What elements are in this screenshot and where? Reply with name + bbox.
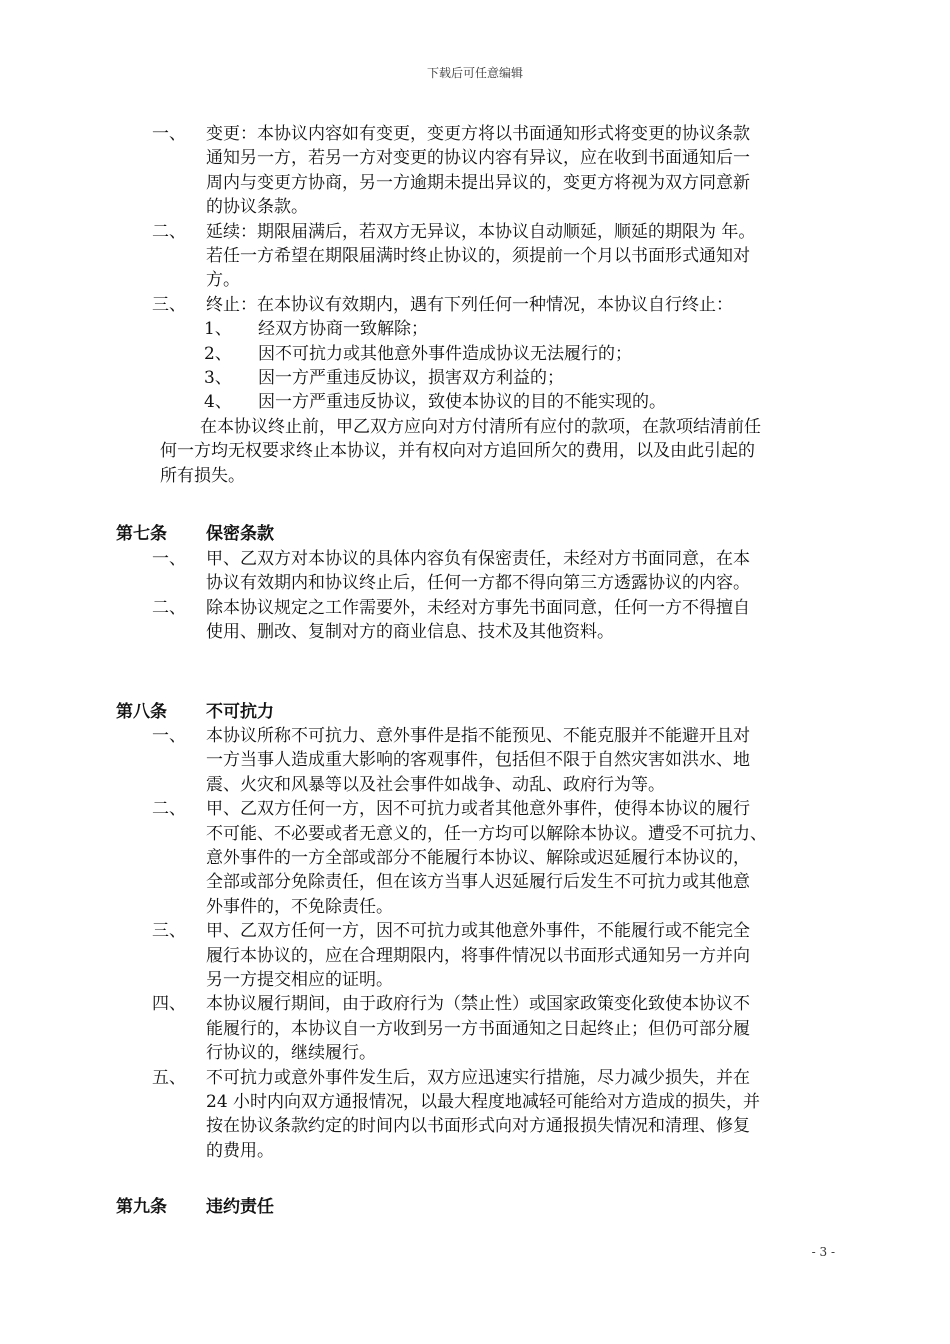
section-label: 第八条 <box>116 702 167 722</box>
section-label: 第七条 <box>116 524 167 544</box>
s6-subitem-text: 因一方严重违反协议，损害双方利益的； <box>258 368 564 388</box>
s6-item-text: 方。 <box>206 270 240 291</box>
s6-subitem-number: 4、 <box>204 392 232 413</box>
s8-item-number: 五、 <box>152 1067 186 1088</box>
s6-subitem-number: 3、 <box>204 368 232 388</box>
section-label: 第九条 <box>116 1197 167 1217</box>
section-title: 不可抗力 <box>206 702 274 722</box>
s8-item-number: 一、 <box>152 726 186 746</box>
s7-item-text: 使用、删改、复制对方的商业信息、技术及其他资料。 <box>206 622 614 643</box>
s8-item-text: 甲、乙双方任何一方，因不可抗力或其他意外事件，不能履行或不能完全 <box>206 921 750 942</box>
s6-closing-paragraph: 何一方均无权要求终止本协议，并有权向对方追回所欠的费用，以及由此引起的 <box>160 441 755 462</box>
section-7-heading <box>116 522 274 546</box>
s6-item-text: 延续：期限届满后，若双方无异议，本协议自动顺延，顺延的期限为 年。 <box>206 221 756 242</box>
s6-subitem-text: 因一方严重违反协议，致使本协议的目的不能实现的。 <box>258 392 666 413</box>
s8-item-text: 甲、乙双方任何一方，因不可抗力或者其他意外事件，使得本协议的履行 <box>206 799 750 820</box>
s8-item-text: 本协议所称不可抗力、意外事件是指不能预见、不能克服并不能避开且对 <box>206 726 750 746</box>
s8-item-text: 能履行的，本协议自一方收到另一方书面通知之日起终止；但仍可部分履 <box>206 1018 750 1039</box>
s8-item-text: 按在协议条款约定的时间内以书面形式向对方通报损失情况和清理、修复 <box>206 1116 750 1137</box>
s7-item-text: 除本协议规定之工作需要外，未经对方事先书面同意，任何一方不得擅自 <box>206 597 750 618</box>
section-title: 违约责任 <box>206 1197 274 1217</box>
s8-item-text: 本协议履行期间，由于政府行为（禁止性）或国家政策变化致使本协议不 <box>206 994 750 1015</box>
s8-item-text: 行协议的，继续履行。 <box>206 1043 376 1064</box>
s8-item-text: 震、火灾和风暴等以及社会事件如战争、动乱、政府行为等。 <box>206 774 665 795</box>
page-header: 下载后可任意编辑 <box>426 66 523 80</box>
section-9-heading <box>116 1195 274 1219</box>
s8-item-text: 24 小时内向双方通报情况，以最大程度地减轻可能给对方造成的损失，并 <box>206 1092 761 1112</box>
s6-item-text: 通知另一方，若另一方对变更的协议内容有异议，应在收到书面通知后一 <box>206 148 750 169</box>
s6-item-text: 若任一方希望在期限届满时终止协议的，须提前一个月以书面形式通知对 <box>206 246 750 266</box>
page-number: - 3 - <box>811 1245 835 1259</box>
s7-item-text: 甲、乙双方对本协议的具体内容负有保密责任，未经对方书面同意，在本 <box>206 549 750 569</box>
s7-item-number: 一、 <box>152 549 186 569</box>
s6-item-number: 三、 <box>152 294 186 315</box>
s6-subitem-text: 经双方协商一致解除； <box>258 319 428 340</box>
s7-item-number: 二、 <box>152 597 186 618</box>
s6-subitem-text: 因不可抗力或其他意外事件造成协议无法履行的； <box>258 343 632 364</box>
s8-item-text: 不可能、不必要或者无意义的，任一方均可以解除本协议。遭受不可抗力、 <box>206 823 767 844</box>
section-title: 保密条款 <box>206 524 274 544</box>
s8-item-text: 的费用。 <box>206 1140 274 1161</box>
s8-item-text: 全部或部分免除责任，但在该方当事人迟延履行后发生不可抗力或其他意 <box>206 872 750 893</box>
s6-item-text: 变更：本协议内容如有变更，变更方将以书面通知形式将变更的协议条款 <box>206 124 750 144</box>
s8-item-number: 三、 <box>152 921 186 942</box>
s7-item-text: 协议有效期内和协议终止后，任何一方都不得向第三方透露协议的内容。 <box>206 573 750 594</box>
s6-closing-paragraph: 所有损失。 <box>160 465 245 486</box>
s8-item-text: 外事件的，不免除责任。 <box>206 896 393 917</box>
s8-item-text: 另一方提交相应的证明。 <box>206 970 393 990</box>
s6-item-text: 终止：在本协议有效期内，遇有下列任何一种情况，本协议自行终止： <box>206 294 733 315</box>
s6-subitem-number: 2、 <box>204 343 232 364</box>
s8-item-number: 二、 <box>152 799 186 820</box>
section-8-heading <box>116 700 274 724</box>
s6-item-text: 的协议条款。 <box>206 197 308 218</box>
s8-item-text: 意外事件的一方全部或部分不能履行本协议、解除或迟延履行本协议的， <box>206 848 750 868</box>
s6-item-number: 一、 <box>152 124 186 144</box>
s6-closing-paragraph: 在本协议终止前，甲乙双方应向对方付清所有应付的款项，在款项结清前任 <box>200 416 761 437</box>
s6-subitem-number: 1、 <box>204 319 232 340</box>
s8-item-number: 四、 <box>152 994 186 1015</box>
s6-item-text: 周内与变更方协商，另一方逾期未提出异议的，变更方将视为双方同意新 <box>206 172 750 193</box>
s6-item-number: 二、 <box>152 221 186 242</box>
s8-item-text: 不可抗力或意外事件发生后，双方应迅速实行措施，尽力减少损失，并在 <box>206 1067 750 1088</box>
s8-item-text: 履行本协议的，应在合理期限内，将事件情况以书面形式通知另一方并向 <box>206 945 750 966</box>
s8-item-text: 一方当事人造成重大影响的客观事件，包括但不限于自然灾害如洪水、地 <box>206 750 750 771</box>
